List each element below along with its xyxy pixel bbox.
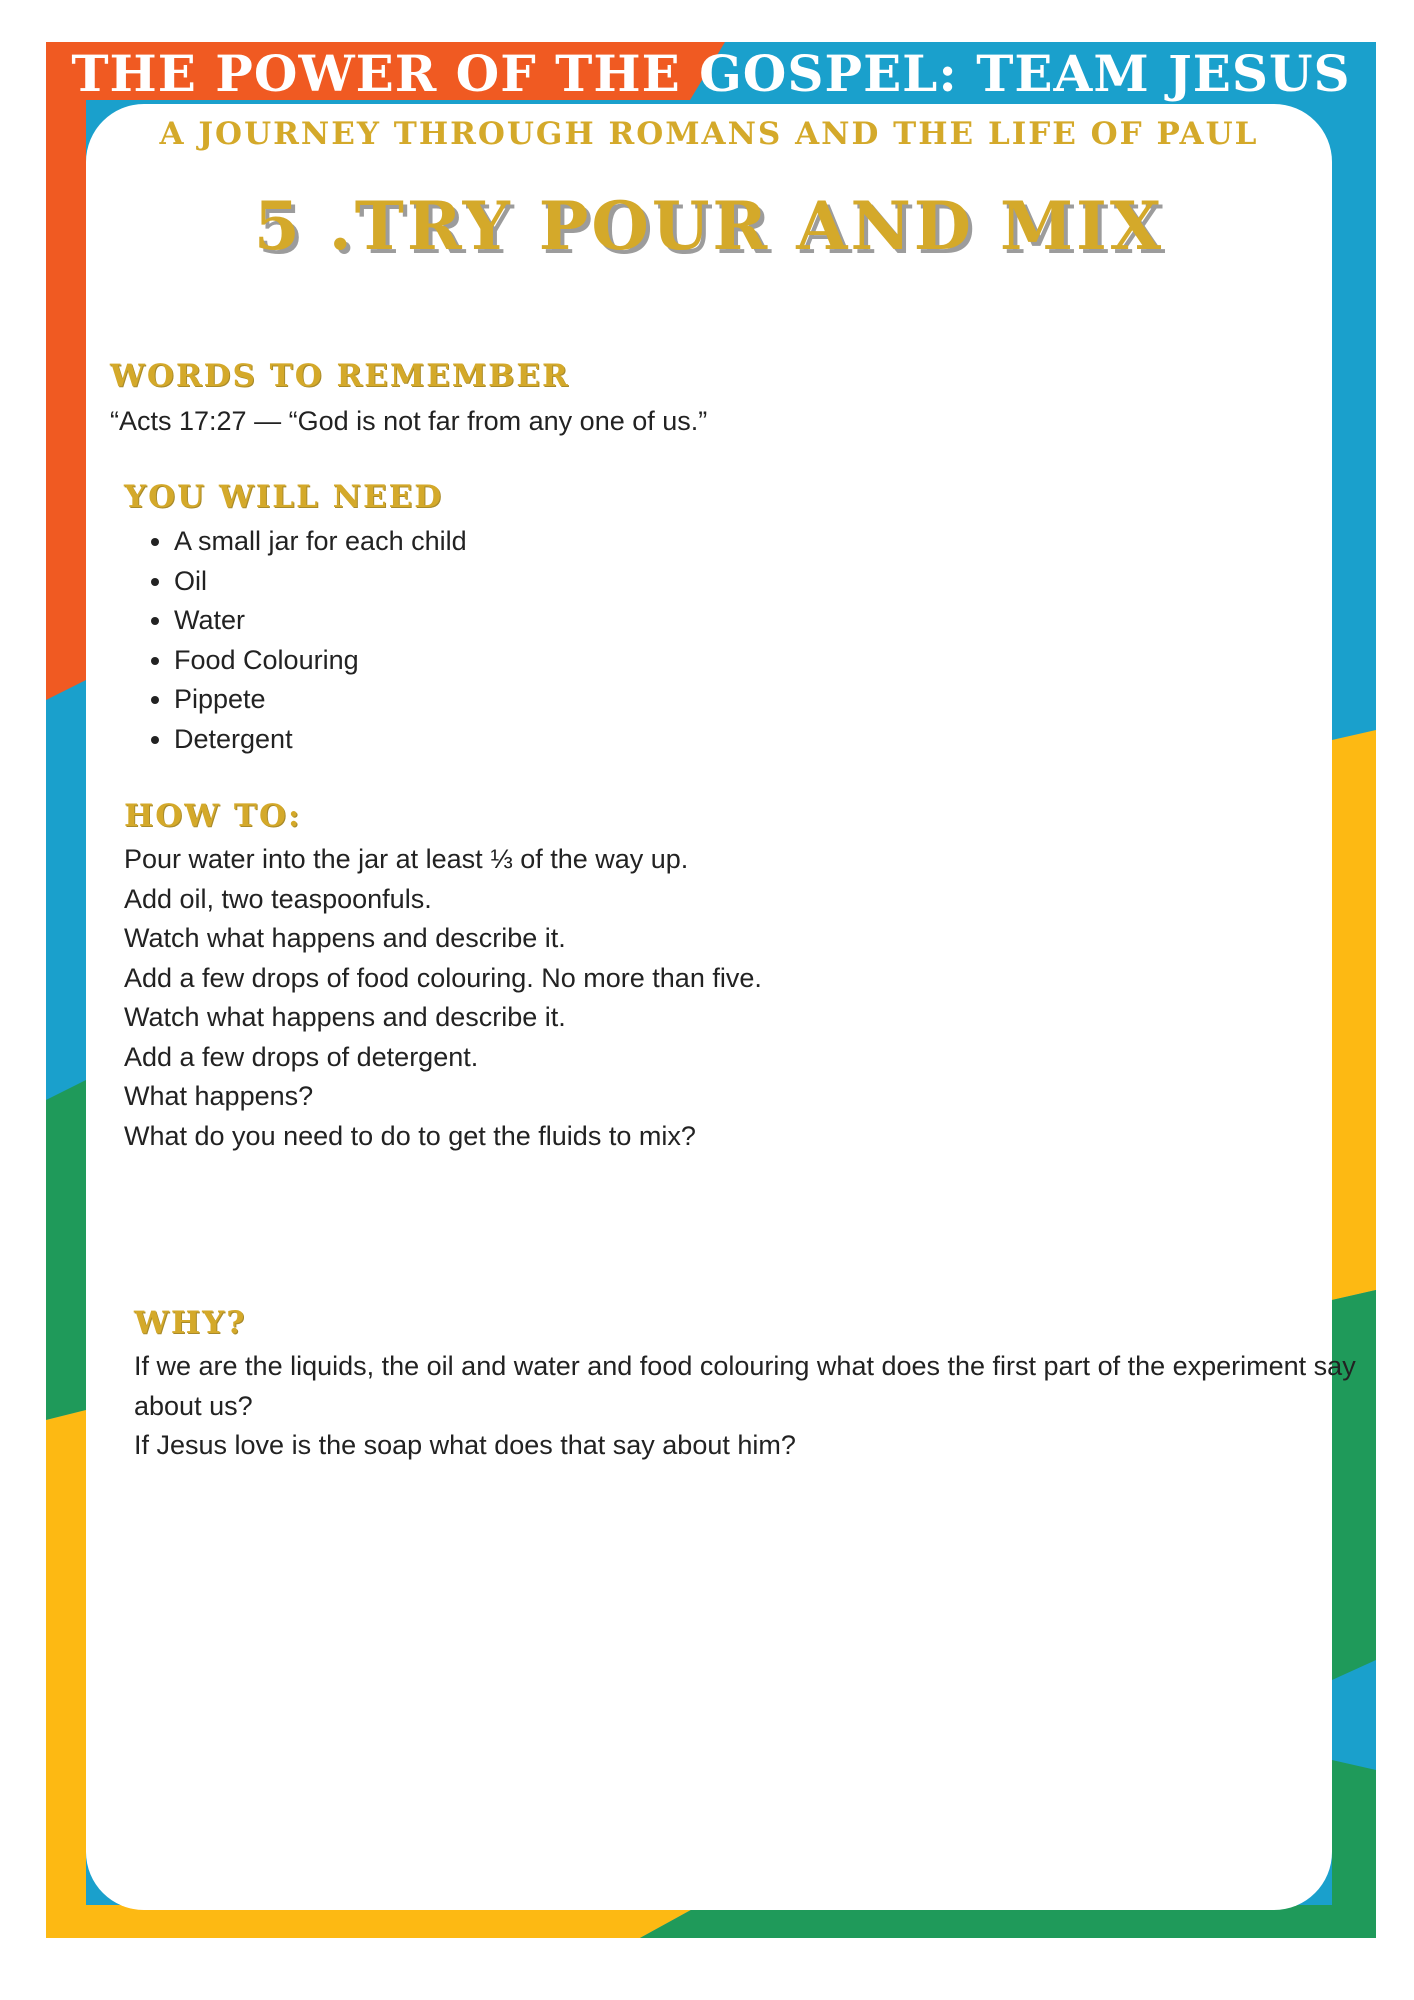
words-to-remember-heading: WORDS TO REMEMBER — [110, 358, 570, 394]
instruction-step: Add a few drops of food colouring. No more than five. — [124, 962, 762, 993]
you-will-need-heading: YOU WILL NEED — [124, 479, 444, 515]
supply-item: • Oil — [174, 562, 467, 602]
instruction-step: Add a few drops of detergent. — [124, 1041, 479, 1072]
why-question: If we are the liquids, the oil and water and food colouring what does the first part of the experiment say about us? — [134, 1351, 1356, 1421]
instruction-step: Pour water into the jar at least ⅓ of the way up. — [124, 844, 689, 874]
instruction-step: Watch what happens and describe it. — [124, 1002, 566, 1032]
instruction-step: What happens? — [124, 1081, 314, 1111]
supply-item: • Water — [174, 601, 467, 641]
how-to-heading: HOW TO: — [124, 798, 302, 834]
instruction-step: Add oil, two teaspoonfuls. — [124, 883, 432, 914]
activity-title: 5 .TRY POUR AND MIX — [253, 187, 1165, 265]
border-green-left — [46, 1080, 86, 1420]
supply-item: • Detergent — [174, 720, 467, 760]
supply-item: • Food Colouring — [174, 641, 467, 681]
supplies-list — [142, 522, 467, 759]
instruction-steps — [124, 840, 762, 1156]
border-yellow-right — [1332, 730, 1376, 1300]
memory-verse: “Acts 17:27 — “God is not far from any one of us.” — [110, 406, 708, 436]
border-yellow-left — [46, 1410, 86, 1938]
border-orange-left — [46, 100, 86, 700]
page-header-title: THE POWER OF THE GOSPEL: TEAM JESUS — [71, 44, 1351, 103]
supply-item: • A small jar for each child — [174, 522, 467, 562]
page-subtitle: A JOURNEY THROUGH ROMANS AND THE LIFE OF PAUL — [159, 116, 1259, 152]
why-heading: WHY? — [134, 1305, 247, 1341]
why-questions — [134, 1347, 1364, 1466]
instruction-step: What do you need to do to get the fluids to mix? — [124, 1120, 696, 1151]
instruction-step: Watch what happens and describe it. — [124, 923, 566, 953]
supply-item: • Pippete — [174, 680, 467, 720]
why-question: If Jesus love is the soap what does that say about him? — [134, 1430, 796, 1460]
